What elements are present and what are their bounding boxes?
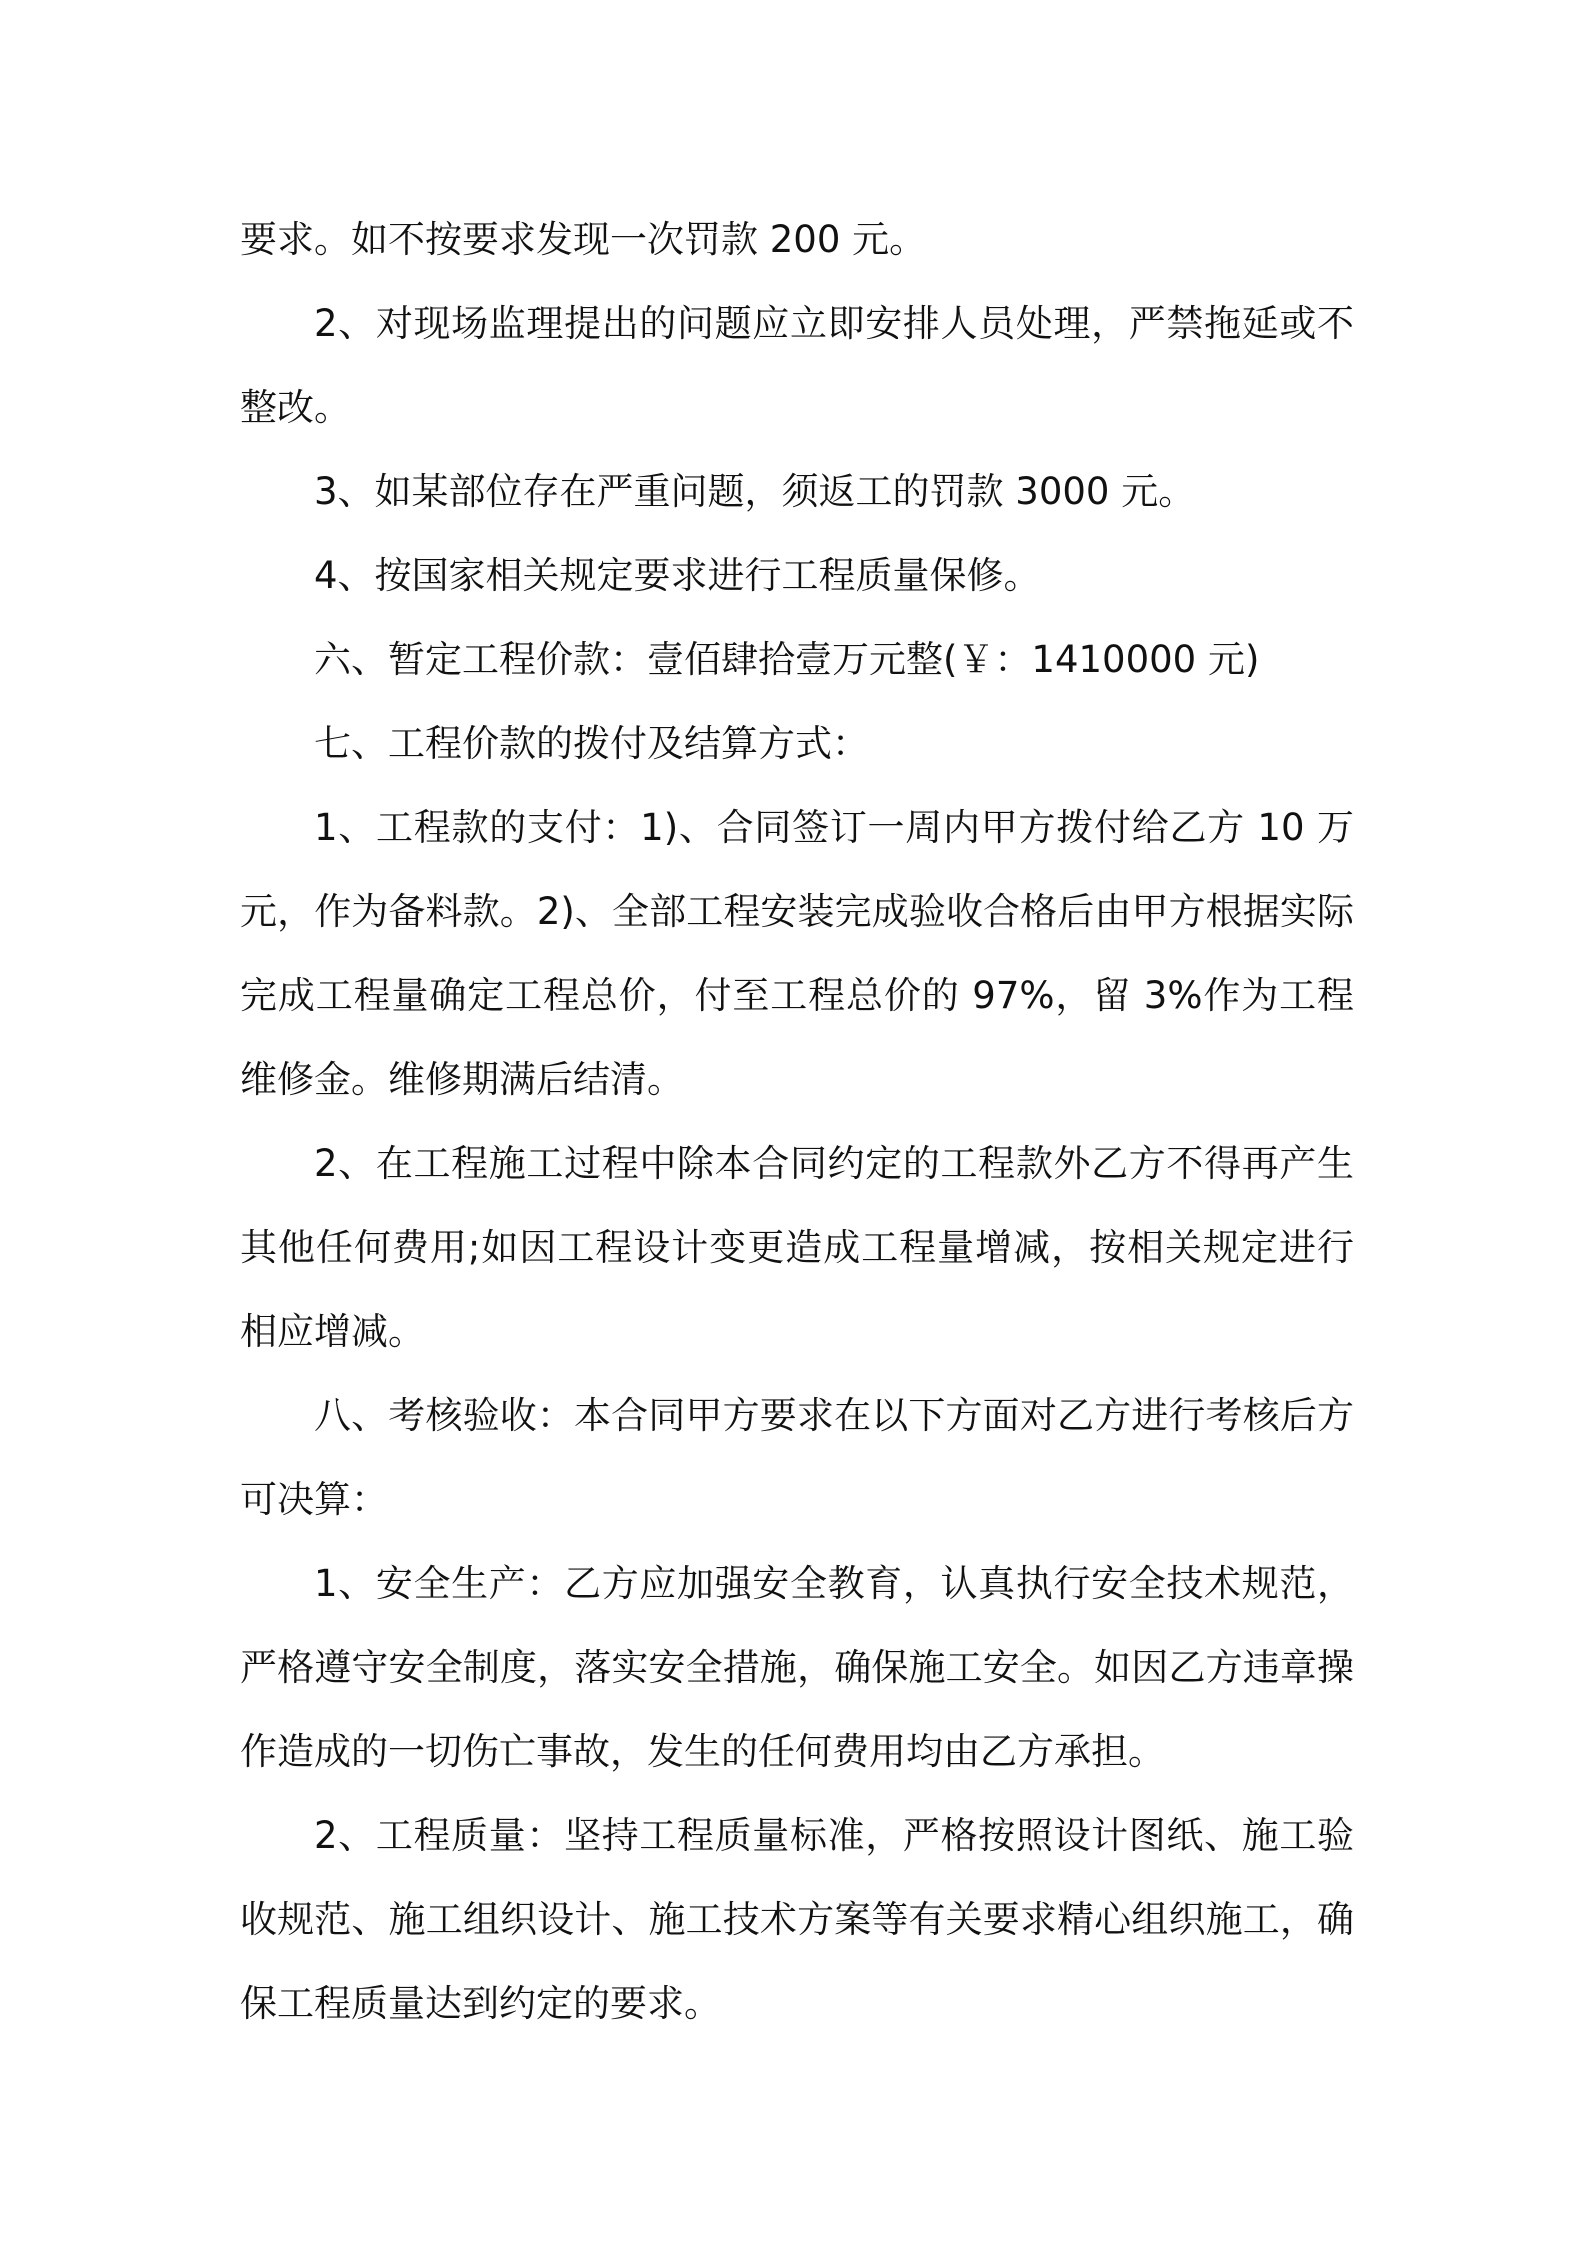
section-7-heading: 七、工程价款的拨付及结算方式： [314, 722, 869, 765]
paragraph-extra-fees: 2、在工程施工过程中除本合同约定的工程款外乙方不得再产生其他任何费用;如因工程设计变更造成工程量增减，按相关规定进行相应增减。 [240, 1142, 1354, 1353]
document-body [240, 198, 1354, 2046]
paragraph-2: 2、对现场监理提出的问题应立即安排人员处理，严禁拖延或不整改。 [240, 302, 1354, 429]
paragraph-1: 要求。如不按要求发现一次罚款 200 元。 [240, 218, 927, 261]
section-8-heading: 八、考核验收：本合同甲方要求在以下方面对乙方进行考核后方可决算： [240, 1394, 1354, 1521]
paragraph-quality: 2、工程质量：坚持工程质量标准，严格按照设计图纸、施工验收规范、施工组织设计、施工技术方案等有关要求精心组织施工，确保工程质量达到约定的要求。 [240, 1814, 1354, 2025]
section-6-heading: 六、暂定工程价款：壹佰肆拾壹万元整(￥：1410000 元) [314, 638, 1260, 681]
paragraph-payment: 1、工程款的支付：1)、合同签订一周内甲方拨付给乙方 10 万元，作为备料款。2)、全部工程安装完成验收合格后由甲方根据实际完成工程量确定工程总价，付至工程总价的 97%，留 3%作为工程维修金。维修期满后结清。 [240, 806, 1354, 1101]
paragraph-safety: 1、安全生产：乙方应加强安全教育，认真执行安全技术规范，严格遵守安全制度，落实安全措施，确保施工安全。如因乙方违章操作造成的一切伤亡事故，发生的任何费用均由乙方承担。 [240, 1562, 1354, 1773]
paragraph-4: 4、按国家相关规定要求进行工程质量保修。 [314, 554, 1041, 597]
paragraph-3: 3、如某部位存在严重问题，须返工的罚款 3000 元。 [314, 470, 1196, 513]
